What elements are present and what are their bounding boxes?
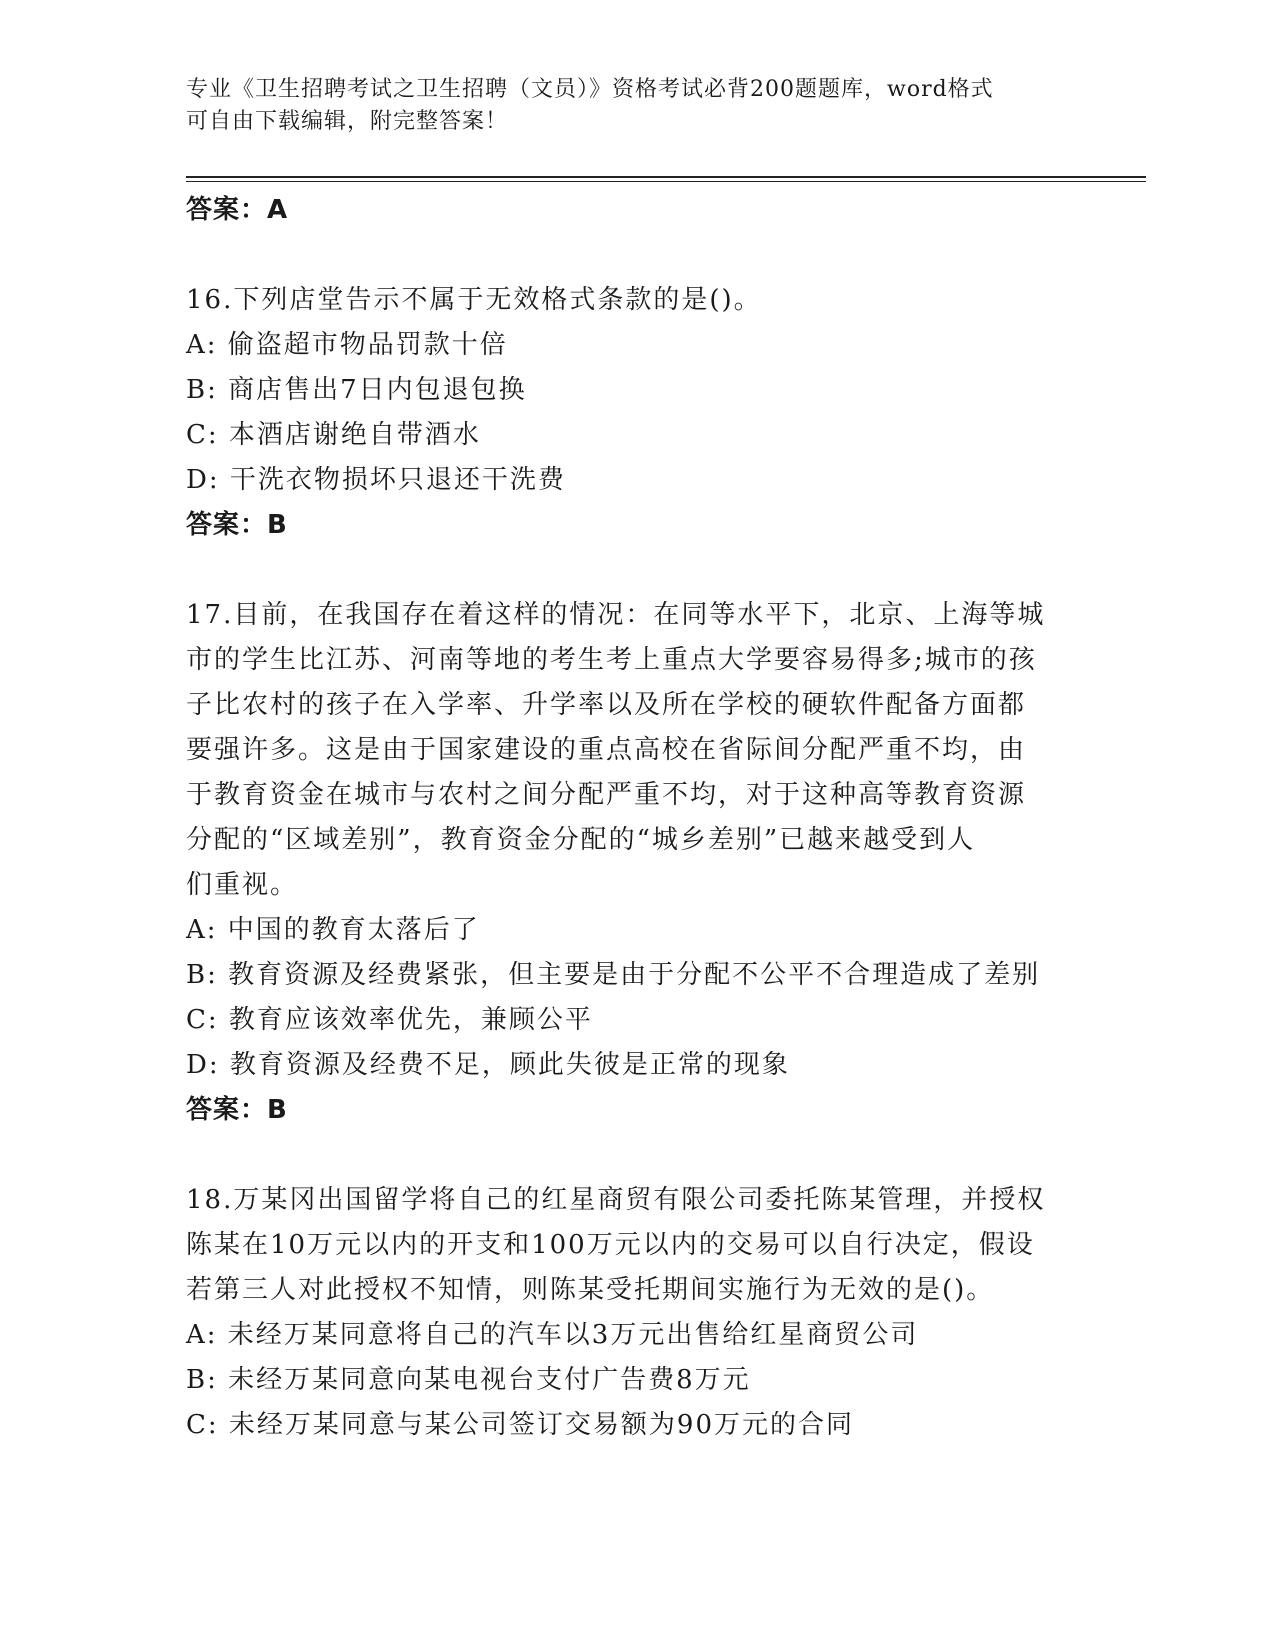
question-18-option-b: B: 未经万某同意向某电视台支付广告费8万元 <box>186 1365 751 1395</box>
question-18 <box>186 1178 1086 1448</box>
question-17-stem-line: 分配的“区域差别”，教育资金分配的“城乡差别”已越来越受到人 <box>186 825 976 855</box>
question-18-option-c: C: 未经万某同意与某公司签订交易额为90万元的合同 <box>186 1410 855 1440</box>
question-17-option-d: D: 教育资源及经费不足，顾此失彼是正常的现象 <box>186 1050 790 1080</box>
question-17-option-b: B: 教育资源及经费紧张，但主要是由于分配不公平不合理造成了差别 <box>186 960 1041 990</box>
answer-15: 答案：A <box>186 195 289 225</box>
answer-16: 答案：B <box>186 510 288 540</box>
answer-17: 答案：B <box>186 1095 288 1125</box>
question-16-option-b: B: 商店售出7日内包退包换 <box>186 375 527 405</box>
question-16-option-d: D: 干洗衣物损坏只退还干洗费 <box>186 465 566 495</box>
question-17-option-a: A: 中国的教育太落后了 <box>186 915 480 945</box>
header-rule-thick <box>186 176 1146 178</box>
question-17-option-c: C: 教育应该效率优先，兼顾公平 <box>186 1005 593 1035</box>
question-17-stem-line: 们重视。 <box>186 870 299 900</box>
question-17-stem-line: 17.目前，在我国存在着这样的情况：在同等水平下，北京、上海等城 <box>186 600 1046 630</box>
question-17-stem-line: 要强许多。这是由于国家建设的重点高校在省际间分配严重不均，由 <box>186 735 1027 765</box>
question-17 <box>186 593 1086 1133</box>
spacer <box>186 1133 1086 1178</box>
question-16-stem: 16.下列店堂告示不属于无效格式条款的是()。 <box>186 285 762 315</box>
question-16-option-a: A: 偷盗超市物品罚款十倍 <box>186 330 508 360</box>
spacer <box>186 548 1086 593</box>
question-17-stem-line: 于教育资金在城市与农村之间分配严重不均，对于这种高等教育资源 <box>186 780 1027 810</box>
header-rule-thin <box>186 181 1146 182</box>
question-18-stem-line: 18.万某冈出国留学将自己的红星商贸有限公司委托陈某管理，并授权 <box>186 1185 1046 1215</box>
question-18-option-a: A: 未经万某同意将自己的汽车以3万元出售给红星商贸公司 <box>186 1320 919 1350</box>
question-16-option-c: C: 本酒店谢绝自带酒水 <box>186 420 481 450</box>
header-line-2: 可自由下载编辑，附完整答案！ <box>186 109 509 134</box>
spacer <box>186 233 1086 278</box>
question-list <box>186 188 1086 1448</box>
question-18-stem-line: 陈某在10万元以内的开支和100万元以内的交易可以自行决定，假设 <box>186 1230 1035 1260</box>
question-17-stem-line: 子比农村的孩子在入学率、升学率以及所在学校的硬软件配备方面都 <box>186 690 1027 720</box>
header-line-1: 专业《卫生招聘考试之卫生招聘（文员）》资格考试必背200题题库，word格式 <box>186 77 994 102</box>
question-17-stem-line: 市的学生比江苏、河南等地的考生考上重点大学要容易得多;城市的孩 <box>186 645 1037 675</box>
question-16 <box>186 278 1086 548</box>
question-18-stem-line: 若第三人对此授权不知情，则陈某受托期间实施行为无效的是()。 <box>186 1275 995 1305</box>
document-header <box>186 74 1066 138</box>
